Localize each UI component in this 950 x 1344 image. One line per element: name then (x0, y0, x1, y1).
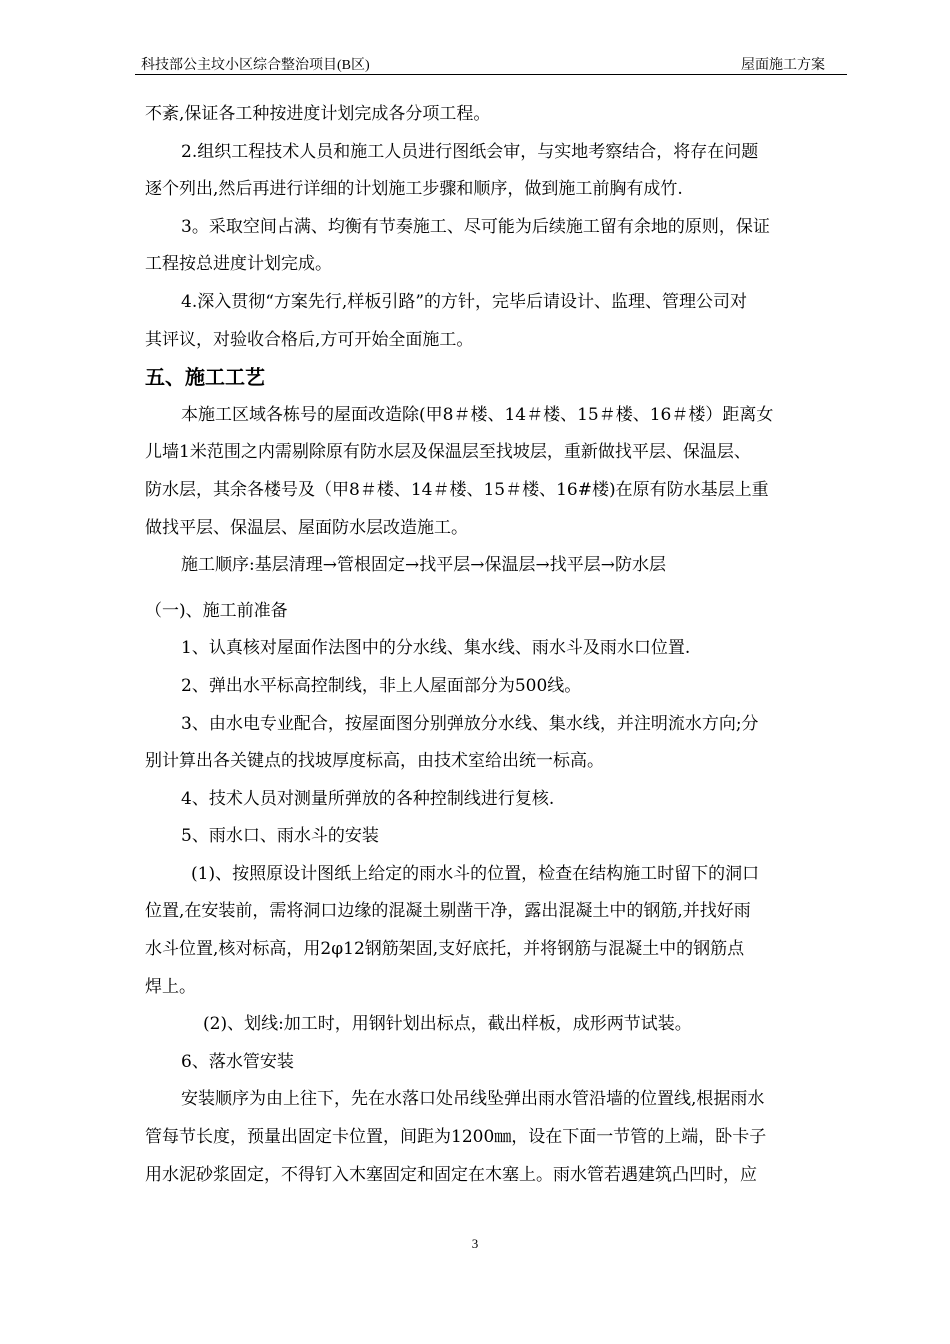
paragraph-line: 做找平层、保温层、屋面防水层改造施工。 (145, 517, 468, 538)
paragraph-line: 安装顺序为由上往下，先在水落口处吊线坠弹出雨水管沿墙的位置线,根据雨水 (181, 1089, 765, 1110)
list-item: 1、认真核对屋面作法图中的分水线、集水线、雨水斗及雨水口位置. (181, 638, 691, 659)
page-header (135, 52, 847, 75)
list-item: 4、技术人员对测量所弹放的各种控制线进行复核. (181, 788, 555, 809)
list-item: 2、弹出水平标高控制线，非上人屋面部分为500线。 (181, 675, 582, 696)
section-heading: 五、施工工艺 (145, 365, 265, 390)
paragraph-line: 4.深入贯彻“方案先行,样板引路”的方针，完毕后请设计、监理、管理公司对 (181, 291, 748, 312)
sub-list-item-continuation: 位置,在安装前，需将洞口边缘的混凝土剔凿干净，露出混凝土中的钢筋,并找好雨 (145, 901, 751, 922)
paragraph-line: 管每节长度，预量出固定卡位置，间距为1200㎜，设在下面一节管的上端，卧卡子 (145, 1127, 767, 1148)
sub-list-item-continuation: 焊上。 (145, 976, 196, 997)
header-project-title: 科技部公主坟小区综合整治项目(B区) (141, 58, 370, 73)
paragraph-line: 本施工区域各栋号的屋面改造除(甲8＃楼、14＃楼、15＃楼、16＃楼）距离女 (181, 404, 774, 425)
subsection-heading: （一)、施工前准备 (145, 600, 288, 621)
list-item: 3、由水电专业配合，按屋面图分别弹放分水线、集水线，并注明流水方向;分 (181, 713, 759, 734)
paragraph-line: 防水层，其余各楼号及（甲8＃楼、14＃楼、15＃楼、16#楼)在原有防水基层上重 (145, 479, 769, 500)
list-item: 5、雨水口、雨水斗的安装 (181, 826, 379, 847)
header-document-title: 屋面施工方案 (741, 58, 825, 73)
paragraph-line: 3。采取空间占满、均衡有节奏施工、尽可能为后续施工留有余地的原则，保证 (181, 216, 770, 237)
sub-list-item: (1)、按照原设计图纸上给定的雨水斗的位置，检查在结构施工时留下的洞口 (191, 863, 760, 884)
list-item: 6、落水管安装 (181, 1051, 294, 1072)
list-item-continuation: 别计算出各关键点的找坡厚度标高，由技术室给出统一标高。 (145, 751, 604, 772)
paragraph-line: 工程按总进度计划完成。 (145, 254, 332, 275)
paragraph-line: 其评议，对验收合格后,方可开始全面施工。 (145, 329, 474, 350)
sub-list-item-continuation: 水斗位置,核对标高，用2φ12钢筋架固,支好底托，并将钢筋与混凝土中的钢筋点 (145, 939, 745, 960)
paragraph-line: 儿墙1米范围之内需剔除原有防水层及保温层至找坡层，重新做找平层、保温层、 (145, 442, 751, 463)
paragraph-line: 逐个列出,然后再进行详细的计划施工步骤和顺序，做到施工前胸有成竹. (145, 179, 683, 200)
paragraph-line: 不紊,保证各工种按进度计划完成各分项工程。 (145, 104, 491, 124)
paragraph-line: 用水泥砂浆固定，不得钉入木塞固定和固定在木塞上。雨水管若遇建筑凸凹时，应 (145, 1164, 757, 1185)
paragraph-line: 2.组织工程技术人员和施工人员进行图纸会审，与实地考察结合，将存在问题 (181, 141, 759, 162)
sub-list-item: (2)、划线:加工时，用钢针划出标点，截出样板，成形两节试装。 (203, 1014, 692, 1035)
page-number: 3 (471, 1236, 479, 1251)
document-body (145, 96, 845, 1194)
construction-sequence: 施工顺序:基层清理→管根固定→找平层→保温层→找平层→防水层 (181, 555, 666, 576)
